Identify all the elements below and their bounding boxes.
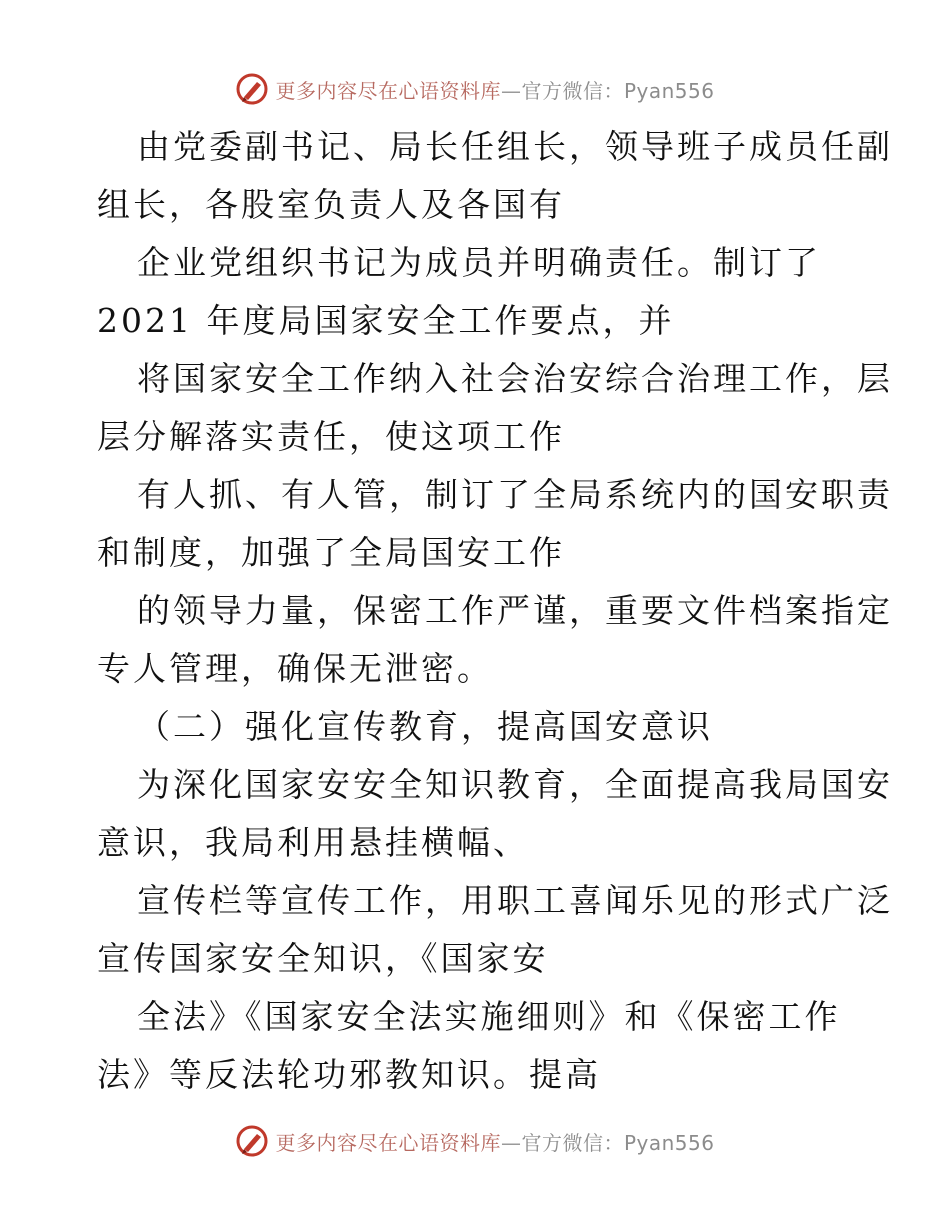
watermark-text: 更多内容尽在心语资料库—官方微信：Pyan556 <box>275 78 715 103</box>
text-line: 企业党组织书记为成员并明确责任。制订了 <box>137 243 821 282</box>
text-line: 层分解落实责任，使这项工作 <box>97 417 565 456</box>
text-line: 的领导力量，保密工作严谨，重要文件档案指定 <box>137 591 893 630</box>
text-line: 组长，各股室负责人及各国有 <box>97 185 565 224</box>
text-line: 由党委副书记、局长任组长，领导班子成员任副 <box>137 127 893 166</box>
header-watermark <box>0 72 950 106</box>
pen-logo-icon <box>235 72 269 106</box>
text-line: 法》等反法轮功邪教知识。提高 <box>97 1055 601 1094</box>
footer-watermark <box>0 1124 950 1158</box>
text-line: 专人管理，确保无泄密。 <box>97 649 493 688</box>
text-line: 全法》《国家安全法实施细则》和《保密工作 <box>137 997 841 1036</box>
pen-logo-icon <box>235 1124 269 1158</box>
watermark-text: 更多内容尽在心语资料库—官方微信：Pyan556 <box>275 1130 715 1155</box>
document-body <box>97 118 893 1104</box>
text-line: 宣传国家安全知识，《国家安 <box>97 939 549 978</box>
text-line: 有人抓、有人管，制订了全局系统内的国安职责 <box>137 475 893 514</box>
text-line: 为深化国家安安全知识教育，全面提高我局国安 <box>137 765 893 804</box>
text-line: 将国家安全工作纳入社会治安综合治理工作，层 <box>137 359 893 398</box>
text-line: 2021 年度局国家安全工作要点，并 <box>97 301 675 340</box>
text-line: 意识，我局利用悬挂横幅、 <box>97 823 529 862</box>
text-line: 和制度，加强了全局国安工作 <box>97 533 565 572</box>
section-heading: （二）强化宣传教育，提高国安意识 <box>137 707 713 746</box>
text-line: 宣传栏等宣传工作，用职工喜闻乐见的形式广泛 <box>137 881 893 920</box>
